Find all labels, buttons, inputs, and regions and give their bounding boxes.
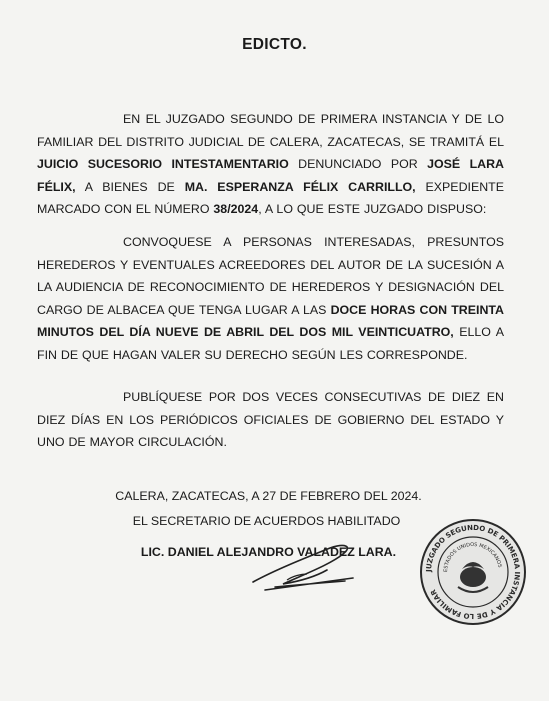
paragraph-text: ELLO A FIN DE QUE HAGAN VALER SU DERECHO SEGÚN LES CORRESPONDE. <box>37 325 505 362</box>
secretary-line: EL SECRETARIO DE ACUERDOS HABILITADO <box>132 514 401 528</box>
emphasized-text: JUICIO SUCESORIO INTESTAMENTARIO <box>37 157 289 171</box>
paragraph-text: CONVOQUESE A PERSONAS INTERESADAS, PRESUNTOS HEREDEROS Y EVENTUALES ACREEDORES DEL AUTOR DE LA SUCESIÓN A LA AUDIENCIA DE RECONOCIMIENTO DE HEREDEROS Y DESIGNACIÓN DEL CARGO DE ALBACEA QUE TENGA LUGAR A LAS <box>37 235 504 317</box>
handwritten-signature <box>235 540 385 600</box>
emphasized-text: 38/2024 <box>213 202 259 216</box>
emphasized-text: MA. ESPERANZA FÉLIX CARRILLO, <box>184 179 416 194</box>
document-title: EDICTO. <box>242 36 307 53</box>
emphasized-text: DOCE HORAS CON TREINTA MINUTOS DEL DÍA NUEVE DE ABRIL DEL DOS MIL VEINTICUATRO, <box>37 302 504 339</box>
court-seal-stamp <box>418 517 528 627</box>
paragraph-text: EXPEDIENTE MARCADO CON EL NÚMERO <box>37 179 505 216</box>
svg-text:ESTADOS UNIDOS MEXICANOS: ESTADOS UNIDOS MEXICANOS <box>442 541 503 573</box>
paragraph-intro <box>37 108 504 221</box>
signatory-name: LIC. DANIEL ALEJANDRO VALADEZ LARA. <box>140 545 397 559</box>
paragraph-text: DENUNCIADO POR <box>288 157 428 171</box>
paragraph-text: PUBLÍQUESE POR DOS VECES CONSECUTIVAS DE DIEZ EN DIEZ DÍAS EN LOS PERIÓDICOS OFICIALES DE GOBIERNO DEL ESTADO Y UNO DE MAYOR CIRCULACIÓN. <box>37 390 504 449</box>
svg-text:JUZGADO SEGUNDO DE PRIMERA INS: JUZGADO SEGUNDO DE PRIMERA INSTANCIA Y DE LO FAMILIAR <box>424 523 522 621</box>
date-line: CALERA, ZACATECAS, A 27 DE FEBRERO DEL 2024. <box>115 489 422 503</box>
paragraph-convocation <box>37 231 504 366</box>
paragraph-text: , A LO QUE ESTE JUZGADO DISPUSO: <box>258 202 487 216</box>
emphasized-text: JOSÉ LARA FÉLIX, <box>37 157 504 194</box>
paragraph-text: EN EL JUZGADO SEGUNDO DE PRIMERA INSTANCIA Y DE LO FAMILIAR DEL DISTRITO JUDICIAL DE CALERA, ZACATECAS, SE TRAMITÁ EL <box>37 112 504 149</box>
paragraph-publication <box>37 386 504 454</box>
paragraph-text: A BIENES DE <box>75 179 185 194</box>
